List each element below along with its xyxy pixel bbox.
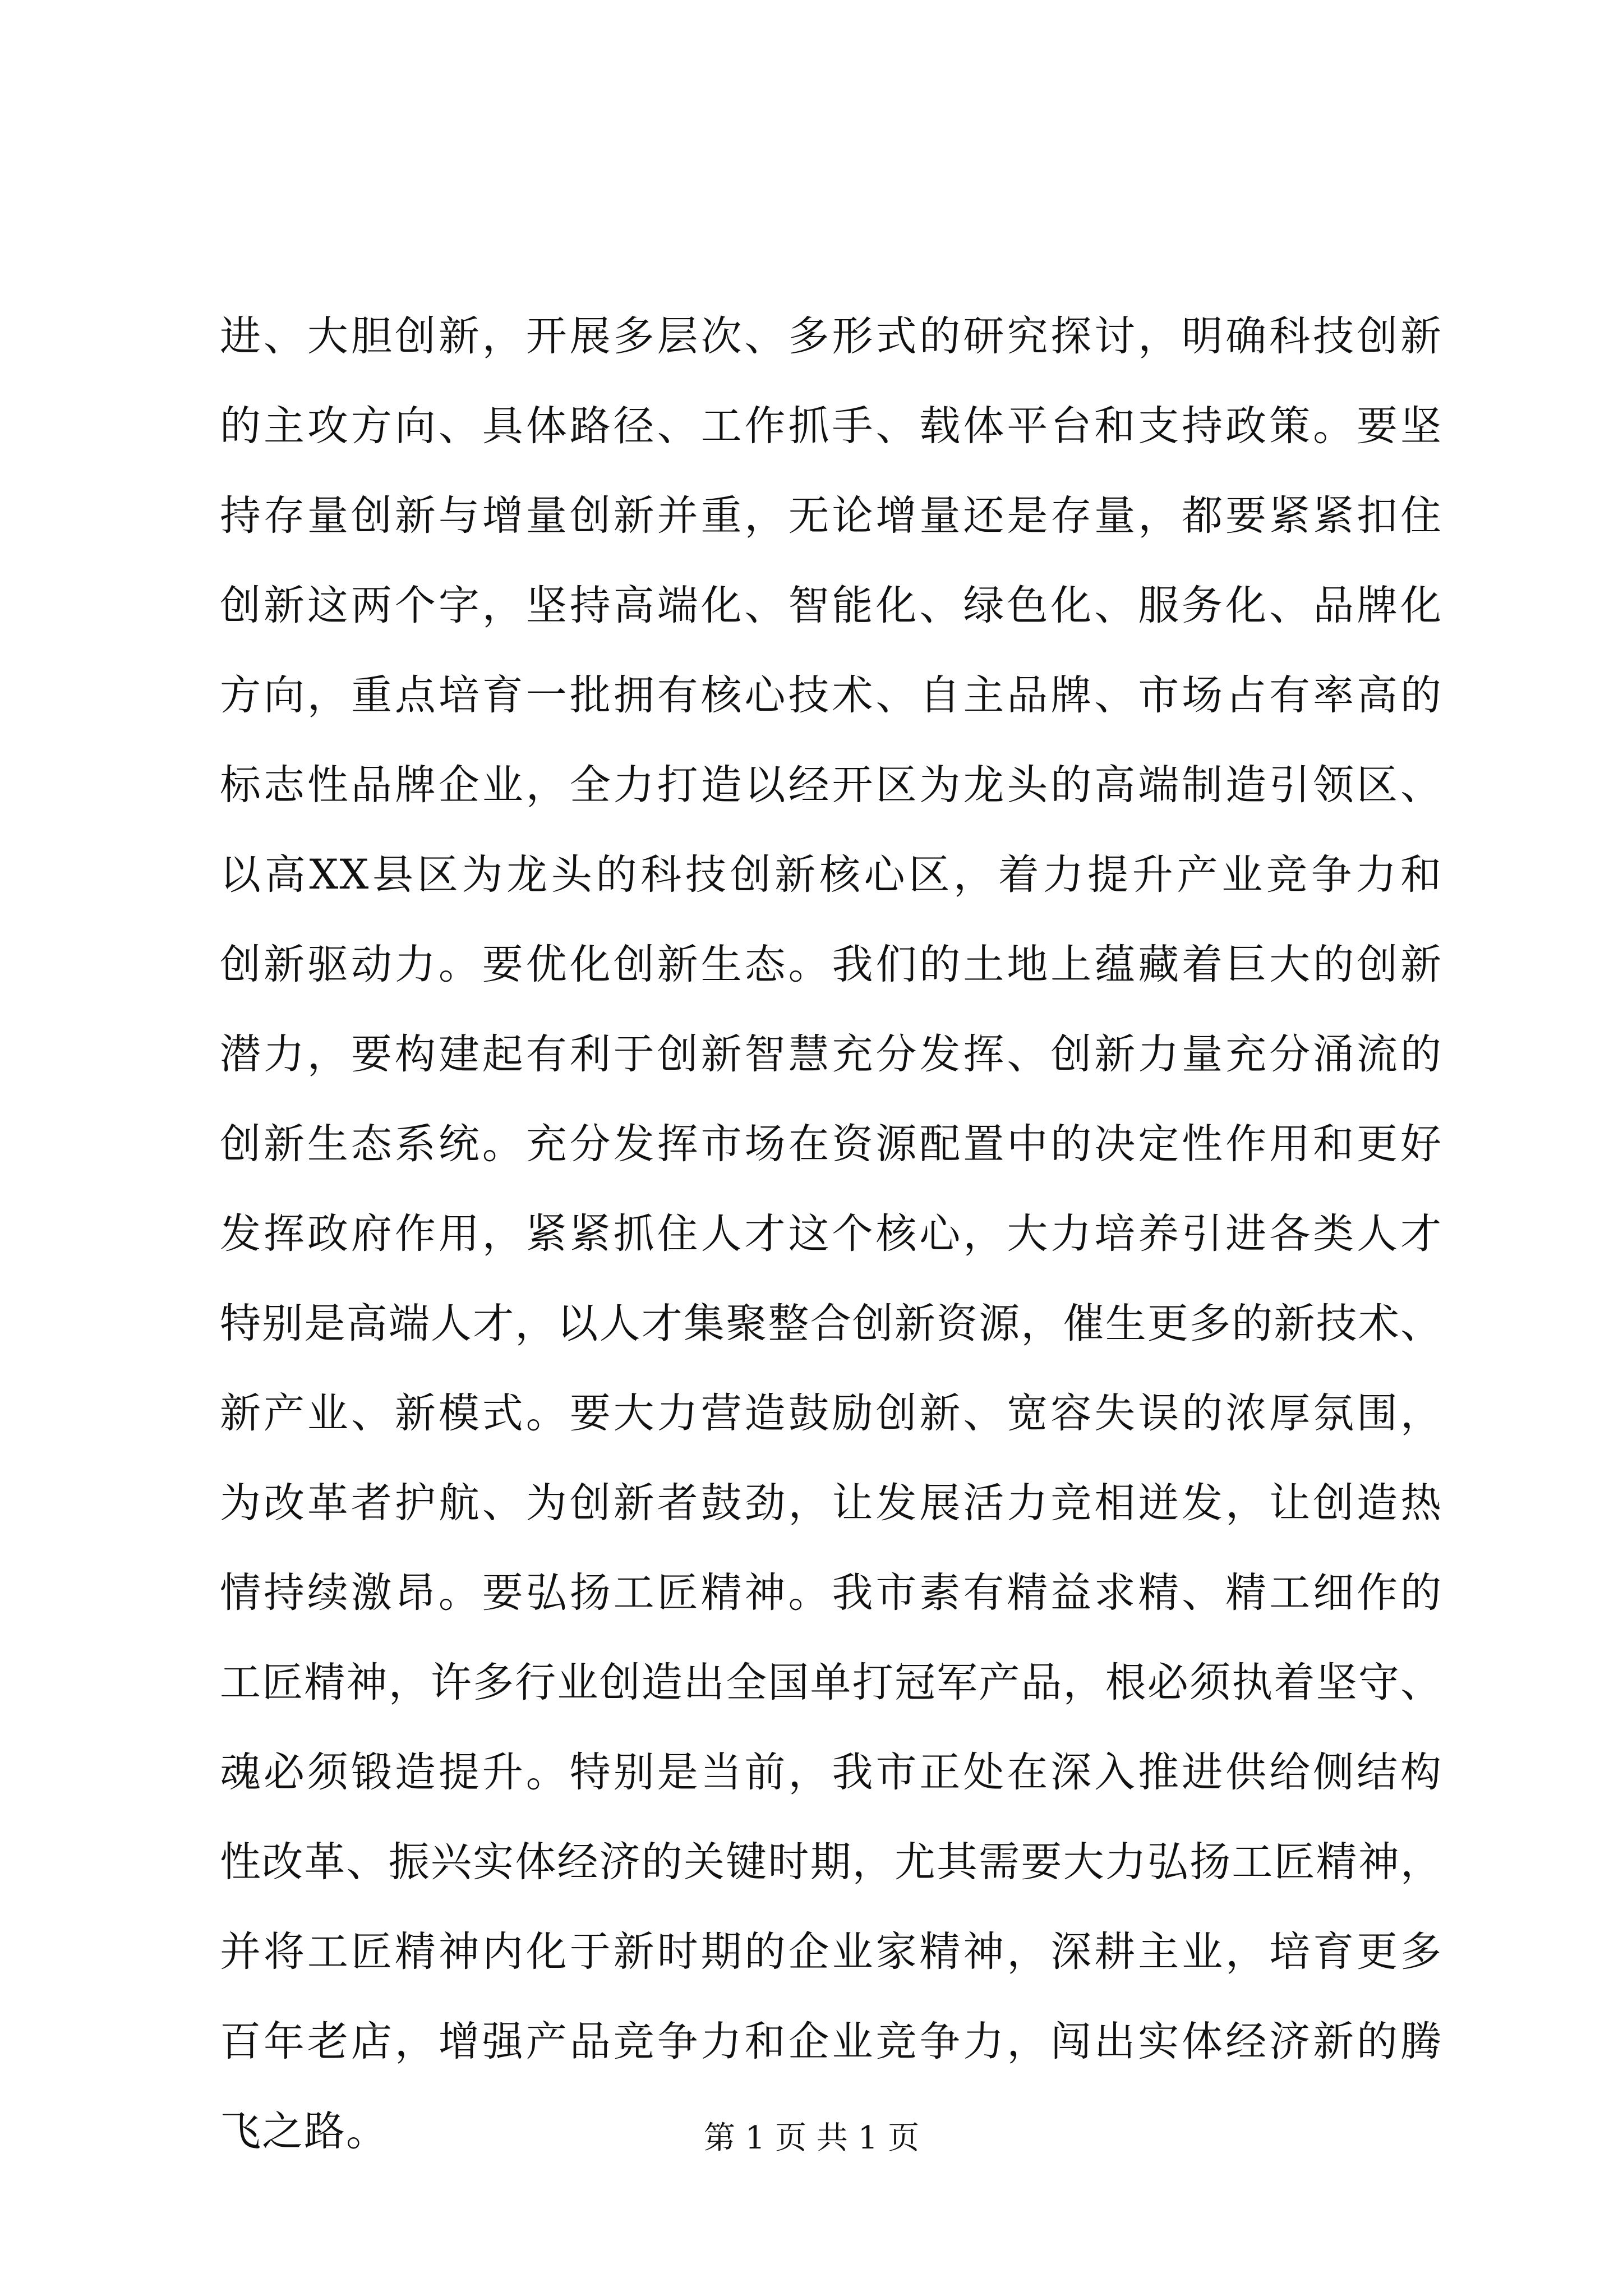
text-line-18: 性改革、振兴实体经济的关键时期，尤其需要大力弘扬工匠精神， (220, 1838, 1442, 1886)
text-line-16: 工匠精神，许多行业创造出全国单打冠军产品，根必须执着坚守、 (220, 1659, 1442, 1706)
text-line-3: 持存量创新与增量创新并重，无论增量还是存量，都要紧紧扣住 (220, 492, 1442, 540)
text-line-2: 的主攻方向、具体路径、工作抓手、载体平台和支持政策。要坚 (220, 402, 1442, 450)
page-number-footer: 第 1 页 共 1 页 (703, 2120, 920, 2156)
text-line-9: 潜力，要构建起有利于创新智慧充分发挥、创新力量充分涌流的 (220, 1030, 1442, 1078)
text-line-5: 方向，重点培育一批拥有核心技术、自主品牌、市场占有率高的 (220, 671, 1442, 719)
text-line-11: 发挥政府作用，紧紧抓住人才这个核心，大力培养引进各类人才 (220, 1210, 1442, 1258)
body-text (220, 292, 1442, 2177)
text-line-7: 以高XX县区为龙头的科技创新核心区，着力提升产业竞争力和 (220, 851, 1442, 899)
text-line-10: 创新生态系统。充分发挥市场在资源配置中的决定性作用和更好 (220, 1120, 1442, 1168)
text-line-19: 并将工匠精神内化于新时期的企业家精神，深耕主业，培育更多 (220, 1928, 1442, 1976)
text-line-14: 为改革者护航、为创新者鼓劲，让发展活力竞相迸发，让创造热 (220, 1479, 1442, 1527)
text-line-8: 创新驱动力。要优化创新生态。我们的土地上蕴藏着巨大的创新 (220, 941, 1442, 988)
text-line-12: 特别是高端人才，以人才集聚整合创新资源，催生更多的新技术、 (220, 1300, 1442, 1347)
text-line-1: 进、大胆创新，开展多层次、多形式的研究探讨，明确科技创新 (220, 312, 1442, 360)
text-line-6: 标志性品牌企业，全力打造以经开区为龙头的高端制造引领区、 (220, 761, 1442, 809)
text-line-15: 情持续激昂。要弘扬工匠精神。我市素有精益求精、精工细作的 (220, 1569, 1442, 1617)
text-line-13: 新产业、新模式。要大力营造鼓励创新、宽容失误的浓厚氛围， (220, 1389, 1442, 1437)
text-line-4: 创新这两个字，坚持高端化、智能化、绿色化、服务化、品牌化 (220, 582, 1442, 629)
text-line-20: 百年老店，增强产品竞争力和企业竞争力，闯出实体经济新的腾 (220, 2018, 1442, 2065)
text-line-21: 飞之路。 (220, 2108, 388, 2155)
text-line-17: 魂必须锻造提升。特别是当前，我市正处在深入推进供给侧结构 (220, 1749, 1442, 1796)
